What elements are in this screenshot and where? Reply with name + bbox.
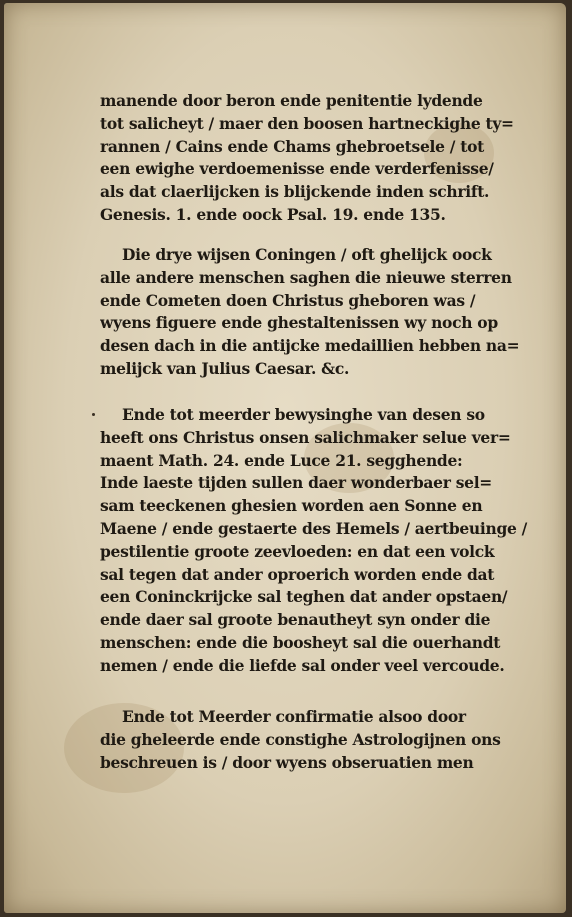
text-line: Genesis. 1. ende oock Psal. 19. ende 135. — [100, 204, 446, 224]
text-line: sal tegen dat ander oproerich worden ende dat — [100, 564, 495, 584]
text-line: Inde laeste tijden sullen daer wonderbaer sel= — [100, 473, 492, 493]
text-line: een Coninckrijcke sal teghen dat ander opstaen/ — [100, 587, 508, 607]
text-line: rannen / Cains ende Chams ghebroetsele / tot — [100, 136, 484, 156]
text-line: Maene / ende gestaerte des Hemels / aertbeuinge / — [100, 518, 528, 538]
text-line: een ewighe verdoemenisse ende verderfenisse/ — [100, 159, 494, 179]
text-line: sam teeckenen ghesien worden aen Sonne en — [100, 496, 483, 516]
text-line: die gheleerde ende constighe Astrologijnen ons — [100, 729, 501, 749]
text-line: Die drye wijsen Coningen / oft ghelijck oock — [122, 245, 492, 264]
paragraph-1 — [100, 90, 548, 227]
text-line: alle andere menschen saghen die nieuwe sterren — [100, 267, 512, 287]
text-line: pestilentie groote zeevloeden: en dat een volck — [100, 541, 495, 561]
text-line: Ende tot Meerder confirmatie alsoo door — [122, 707, 466, 726]
text-line: nemen / ende die liefde sal onder veel vercoude. — [100, 655, 505, 675]
paragraph-4 — [100, 706, 548, 774]
text-line: maent Math. 24. ende Luce 21. segghende: — [100, 450, 463, 470]
text-line: Ende tot meerder bewysinghe van desen so — [122, 405, 485, 424]
text-line: tot salicheyt / maer den boosen hartneckighe ty= — [100, 113, 514, 133]
text-line: ende daer sal groote benautheyt syn onder die — [100, 610, 491, 630]
text-line: ende Cometen doen Christus gheboren was / — [100, 290, 476, 310]
text-line: wyens figuere ende ghestaltenissen wy noch op — [100, 313, 498, 333]
paragraph-3 — [100, 404, 548, 678]
text-line: als dat claerlijcken is blijckende inden schrift. — [100, 182, 490, 202]
text-line: desen dach in die antijcke medaillien hebben na= — [100, 336, 520, 356]
text-line: melijck van Julius Caesar. &c. — [100, 358, 350, 378]
book-page — [4, 3, 566, 913]
paragraph-2 — [100, 244, 548, 381]
text-line: heeft ons Christus onsen salichmaker selue ver= — [100, 427, 511, 447]
text-line: menschen: ende die boosheyt sal die ouerhandt — [100, 632, 501, 652]
text-line: beschreuen is / door wyens obseruatien men — [100, 752, 474, 772]
text-line: manende door beron ende penitentie lydende — [100, 91, 483, 110]
margin-mark — [92, 413, 95, 416]
